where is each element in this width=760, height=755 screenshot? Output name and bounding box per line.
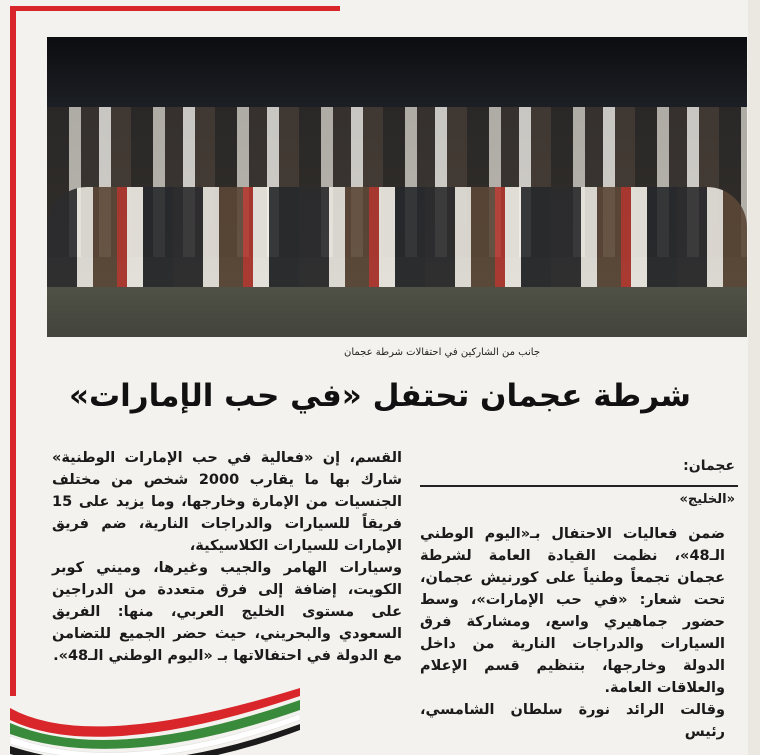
red-top-border bbox=[10, 6, 340, 11]
photo-ceiling bbox=[47, 37, 747, 97]
page-edge bbox=[748, 0, 760, 755]
red-left-border bbox=[10, 6, 16, 696]
uae-flag-swoosh-icon bbox=[10, 668, 300, 755]
dateline: عجمان: bbox=[683, 458, 735, 474]
dateline-rule bbox=[420, 485, 738, 487]
article-headline: شرطة عجمان تحتفل «في حب الإمارات» bbox=[69, 378, 691, 414]
article-column-left bbox=[52, 447, 402, 667]
source-credit: «الخليج» bbox=[679, 492, 735, 507]
paragraph: وسيارات الهامر والجيب وغيرها، وميني كوبر الكويت، إضافة إلى فرق متعددة من الدراجين على مستوى الخليج العربي، منها: الفريق السعودي والبحريني، حيث حضر الجميع للتضامن مع الدولة في احتفالاتها بـ «اليوم الوطني الـ48». bbox=[52, 560, 402, 664]
photo-ground bbox=[47, 287, 747, 337]
paragraph: ضمن فعاليات الاحتفال بـ«اليوم الوطني الـ48»، نظمت القيادة العامة لشرطة عجمان تجمعاً وطنياً على كورنيش عجمان، تحت شعار: «في حب الإمارات»، وسط حضور جماهيري واسع، ومشاركة فرق السيارات والدراجات النارية من داخل الدولة وخارجها، بتنظيم قسم الإعلام والعلاقات العامة. bbox=[420, 526, 725, 696]
paragraph: القسم، إن «فعالية في حب الإمارات الوطنية» شارك بها ما يقارب 2000 شخص من مختلف الجنسيات من الإمارة وخارجها، وما يزيد على 15 فريقاً للسيارات والدراجات النارية، ضم فريق الإمارات للسيارات الكلاسيكية، bbox=[52, 450, 402, 554]
photo-caption: جانب من الشاركين في احتفالات شرطة عجمان bbox=[343, 347, 540, 358]
article-column-right bbox=[420, 523, 725, 743]
event-photo bbox=[47, 37, 747, 337]
paragraph: وقالت الرائد نورة سلطان الشامسي، رئيس bbox=[420, 702, 725, 740]
